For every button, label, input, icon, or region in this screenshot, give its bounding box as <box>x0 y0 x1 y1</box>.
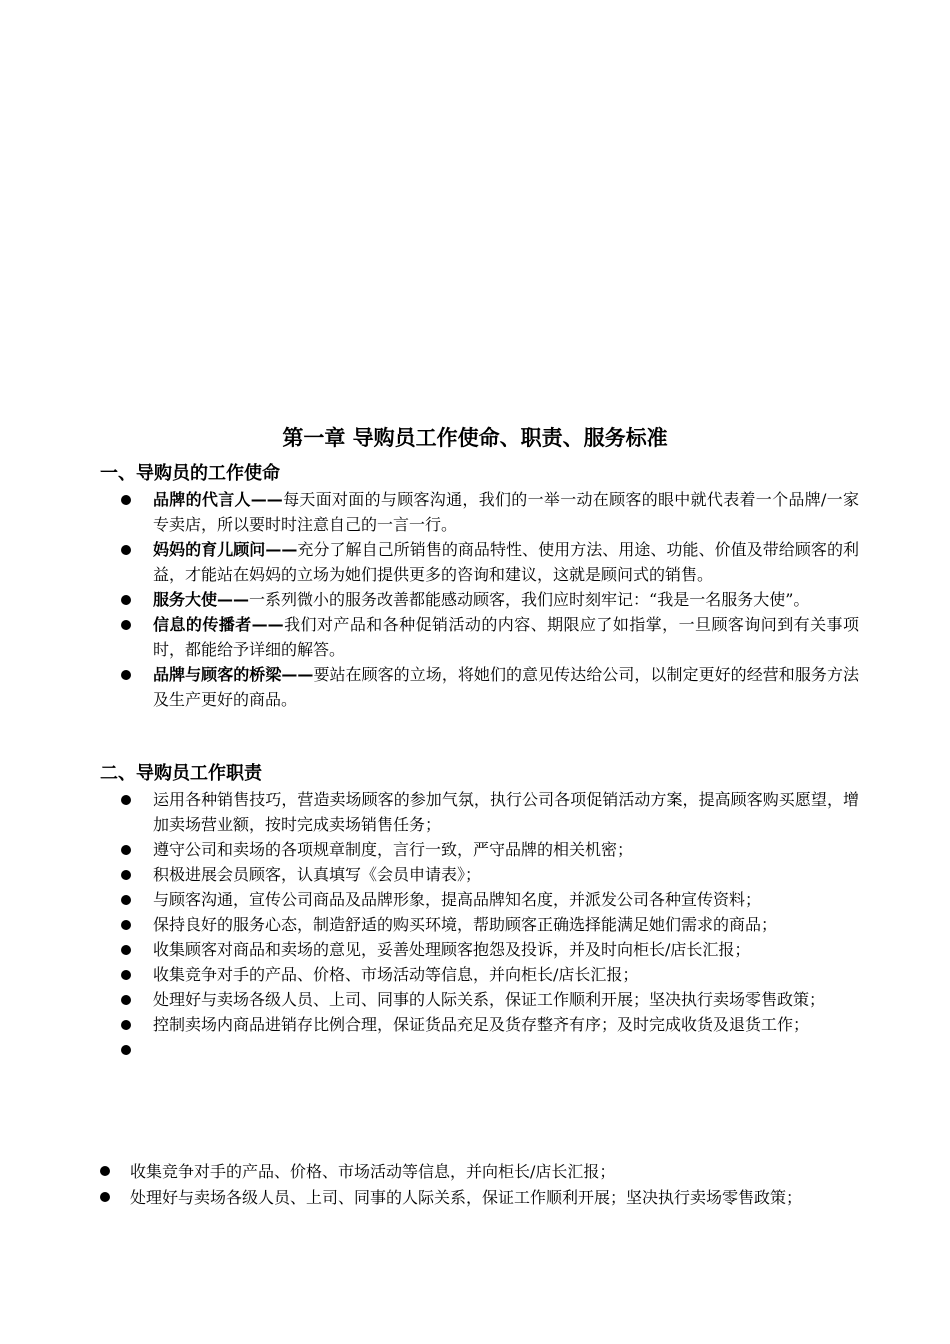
section-heading-mission: 一、导购员的工作使命 <box>100 463 280 484</box>
list-item <box>0 587 859 612</box>
bullet-icon <box>121 870 131 880</box>
item-term: 品牌的代言人—— <box>153 490 283 509</box>
bullet-icon <box>121 595 131 605</box>
bullet-icon <box>121 995 131 1005</box>
list-item <box>0 987 859 1012</box>
item-text: 一系列微小的服务改善都能感动顾客，我们应时刻牢记：“我是一名服务大使”。 <box>249 590 810 609</box>
list-item-empty <box>0 1037 859 1062</box>
bullet-icon <box>121 795 131 805</box>
list-item <box>0 1012 859 1037</box>
list-item <box>0 862 859 887</box>
bullet-icon <box>100 1192 110 1202</box>
item-text: 运用各种销售技巧，营造卖场顾客的参加气氛，执行公司各项促销活动方案，提高顾客购买愿望，增加卖场营业额，按时完成卖场销售任务； <box>153 790 859 834</box>
list-item <box>0 837 859 862</box>
item-term: 信息的传播者—— <box>153 615 284 634</box>
bullet-icon <box>121 670 131 680</box>
paragraph-text: 收集竞争对手的产品、价格、市场活动等信息，并向柜长/店长汇报； <box>130 1162 616 1181</box>
bullet-icon <box>100 1166 110 1176</box>
list-item <box>0 662 859 712</box>
item-text: 控制卖场内商品进销存比例合理，保证货品充足及货存整齐有序；及时完成收货及退货工作； <box>153 1015 810 1034</box>
section-heading-duties: 二、导购员工作职责 <box>100 763 262 784</box>
list-item <box>0 487 859 537</box>
chapter-title: 第一章 导购员工作使命、职责、服务标准 <box>282 426 668 450</box>
bullet-icon <box>121 970 131 980</box>
bullet-icon <box>121 1020 131 1030</box>
duties-list <box>0 787 950 1062</box>
item-text: 收集竞争对手的产品、价格、市场活动等信息，并向柜长/店长汇报； <box>153 965 639 984</box>
list-item <box>0 537 859 587</box>
item-text: 收集顾客对商品和卖场的意见，妥善处理顾客抱怨及投诉，并及时向柜长/店长汇报； <box>153 940 751 959</box>
item-text: 每天面对面的与顾客沟通，我们的一举一动在顾客的眼中就代表着一个品牌/一家专卖店，所以要时时注意自己的一言一行。 <box>153 490 859 534</box>
list-item <box>0 962 859 987</box>
item-text: 保持良好的服务心态，制造舒适的购买环境，帮助顾客正确选择能满足她们需求的商品； <box>153 915 778 934</box>
list-item <box>0 787 859 837</box>
item-text: 与顾客沟通，宣传公司商品及品牌形象，提高品牌知名度，并派发公司各种宣传资料； <box>153 890 762 909</box>
item-text: 充分了解自己所销售的商品特性、使用方法、用途、功能、价值及带给顾客的利益，才能站在妈妈的立场为她们提供更多的咨询和建议，这就是顾问式的销售。 <box>153 540 859 584</box>
bullet-icon <box>121 895 131 905</box>
bullet-icon <box>121 545 131 555</box>
item-term: 服务大使—— <box>153 590 250 609</box>
item-term: 品牌与顾客的桥梁—— <box>153 665 314 684</box>
bullet-icon <box>121 920 131 930</box>
item-text: 处理好与卖场各级人员、上司、同事的人际关系，保证工作顺利开展；坚决执行卖场零售政策； <box>153 990 826 1009</box>
list-item <box>0 912 859 937</box>
bullet-icon <box>121 945 131 955</box>
item-text: 要站在顾客的立场，将她们的意见传达给公司，以制定更好的经营和服务方法及生产更好的商品。 <box>153 665 859 709</box>
bullet-icon <box>121 495 131 505</box>
trailing-paragraph <box>100 1159 858 1185</box>
paragraph-text: 处理好与卖场各级人员、上司、同事的人际关系，保证工作顺利开展；坚决执行卖场零售政策； <box>130 1188 803 1207</box>
mission-list <box>0 487 950 712</box>
item-text: 遵守公司和卖场的各项规章制度，言行一致，严守品牌的相关机密； <box>153 840 634 859</box>
item-text: 我们对产品和各种促销活动的内容、期限应了如指掌，一旦顾客询问到有关事项时，都能给予详细的解答。 <box>153 615 859 659</box>
list-item <box>0 887 859 912</box>
item-text: 积极进展会员顾客，认真填写《会员申请表》； <box>153 865 482 884</box>
item-term: 妈妈的育儿顾问—— <box>153 540 298 559</box>
bullet-icon <box>121 845 131 855</box>
trailing-paragraph <box>100 1185 858 1211</box>
list-item <box>0 612 859 662</box>
list-item <box>0 937 859 962</box>
bullet-icon <box>121 1045 131 1055</box>
bullet-icon <box>121 620 131 630</box>
